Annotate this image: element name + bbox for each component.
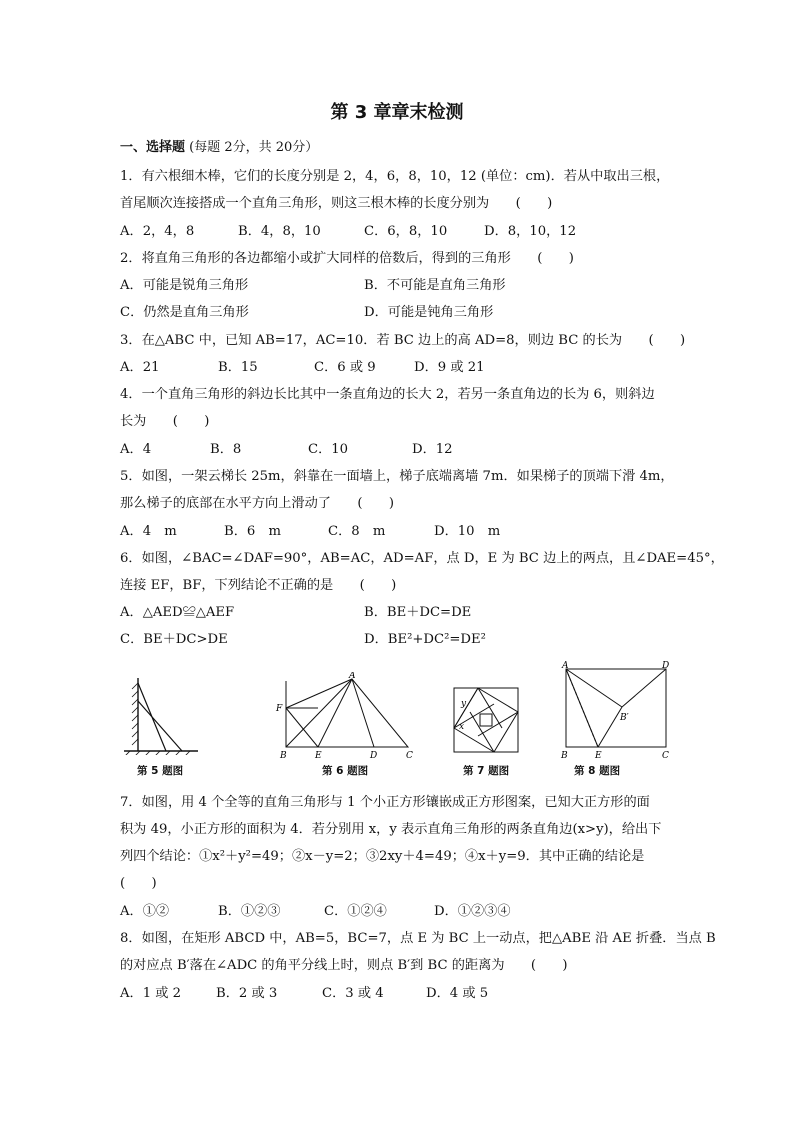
q3-option-d: D．9 或 21 [414,360,485,375]
q3-line-1: 3．在△ABC 中，已知 AB=17，AC=10．若 BC 边上的高 AD=8，则边 BC 的长为 ( ) [120,333,686,348]
q8-line-2: 的对应点 B′落在∠ADC 的角平分线上时，则点 B′到 BC 的距离为 ( ) [120,958,568,973]
q8-option-c: C．3 或 4 [322,986,384,1001]
q1-option-b: B．4，8，10 [238,224,321,239]
q2-option-d: D．可能是钝角三角形 [364,305,494,320]
q4-option-c: C．10 [308,442,349,457]
fig8-label-b-prime: B′ [620,713,629,723]
q2-option-a: A．可能是锐角三角形 [120,278,249,293]
q1-option-d: D．8，10，12 [484,224,577,239]
q8-option-d: D．4 或 5 [426,986,489,1001]
figure-7-caption: 第 7 题图 [463,765,510,777]
q7-line-2: 积为 49，小正方形的面积为 4．若分别用 x，y 表示直角三角形的两条直角边(x>y)，给出下 [120,822,662,837]
fig6-label-a: A [349,672,356,681]
q7-line-3: 列四个结论：①x²＋y²=49；②x－y=2；③2xy＋4=49；④x＋y=9．其中正确的结论是 [120,849,645,864]
q8-option-b: B．2 或 3 [216,986,278,1001]
fig6-label-f: F [276,704,283,714]
section-note: (每题 2分，共 20分） [189,140,319,155]
q7-option-c: C．①②④ [324,904,387,919]
q1-line-2: 首尾顺次连接搭成一个直角三角形，则这三根木棒的长度分别为 ( ) [120,196,553,211]
q6-option-a: A．△AED≌△AEF [120,605,235,620]
fig6-label-e: E [315,751,322,760]
figure-6-caption: 第 6 题图 [322,765,369,777]
fig8-label-e: E [595,751,602,760]
q7-option-b: B．①②③ [218,904,281,919]
figure-8-caption: 第 8 题图 [574,765,621,777]
q1-option-c: C．6，8，10 [364,224,448,239]
q1-option-a: A．2，4，8 [120,224,195,239]
q4-option-a: A．4 [120,442,152,457]
q7-line-4: ( ) [120,876,157,891]
fig7-label-x: x [459,722,465,732]
fig8-label-b: B [561,751,568,760]
q3-option-c: C．6 或 9 [314,360,376,375]
figure-5-caption: 第 5 题图 [137,765,184,777]
q5-line-1: 5．如图，一架云梯长 25m，斜靠在一面墙上，梯子底端离墙 7m．如果梯子的顶端下滑 4m， [120,469,674,484]
figure-7-square-diagram [446,684,526,756]
q6-option-d: D．BE²+DC²=DE² [364,632,486,647]
fig6-label-d: D [370,751,378,760]
section-heading [120,136,318,155]
page-title: 第 3 章章末检测 [330,102,464,123]
q7-option-a: A．①② [120,904,170,919]
q4-option-b: B．8 [210,442,242,457]
q2-option-c: C．仍然是直角三角形 [120,305,249,320]
q5-option-d: D．10 m [434,524,501,539]
q4-line-1: 4．一个直角三角形的斜边长比其中一条直角边的长大 2，若另一条直角边的长为 6，则斜边 [120,387,655,402]
fig6-label-b: B [280,751,287,760]
q1-line-1: 1．有六根细木棒，它们的长度分别是 2，4，6，8，10，12 (单位：cm)．若从中取出三根， [120,169,670,184]
fig8-label-d: D [662,661,670,671]
q2-option-b: B．不可能是直角三角形 [364,278,506,293]
q5-line-2: 那么梯子的底部在水平方向上滑动了 ( ) [120,496,395,511]
q6-option-b: B．BE＋DC=DE [364,605,472,620]
section-name: 一、选择题 [120,140,186,155]
figure-6-triangle-diagram [270,672,420,760]
q6-line-1: 6．如图，∠BAC=∠DAF=90°，AB=AC，AD=AF，点 D，E 为 BC 边上的两点，且∠DAE=45°， [120,551,724,566]
q4-line-2: 长为 ( ) [120,414,210,429]
q4-option-d: D．12 [412,442,453,457]
q5-option-b: B．6 m [224,524,281,539]
q8-option-a: A．1 或 2 [120,986,182,1001]
q2-line-1: 2．将直角三角形的各边都缩小或扩大同样的倍数后，得到的三角形 ( ) [120,251,574,266]
fig8-label-c: C [662,751,669,760]
figure-5-ladder-diagram [120,675,200,755]
q7-option-d: D．①②③④ [434,904,511,919]
fig8-label-a: A [562,661,569,671]
q5-option-a: A．4 m [120,524,177,539]
q7-line-1: 7．如图，用 4 个全等的直角三角形与 1 个小正方形镶嵌成正方形图案，已知大正方形的面 [120,795,650,810]
q6-option-c: C．BE＋DC>DE [120,632,228,647]
fig6-label-c: C [406,751,413,760]
q8-line-1: 8．如图，在矩形 ABCD 中，AB=5，BC=7，点 E 为 BC 上一动点，把△ABE 沿 AE 折叠．当点 B [120,931,716,946]
fig7-label-y: y [461,699,467,709]
figure-8-rectangle-diagram [558,660,674,760]
q5-option-c: C．8 m [328,524,386,539]
q6-line-2: 连接 EF，BF，下列结论不正确的是 ( ) [120,578,397,593]
q3-option-a: A．21 [120,360,160,375]
q3-option-b: B．15 [218,360,258,375]
